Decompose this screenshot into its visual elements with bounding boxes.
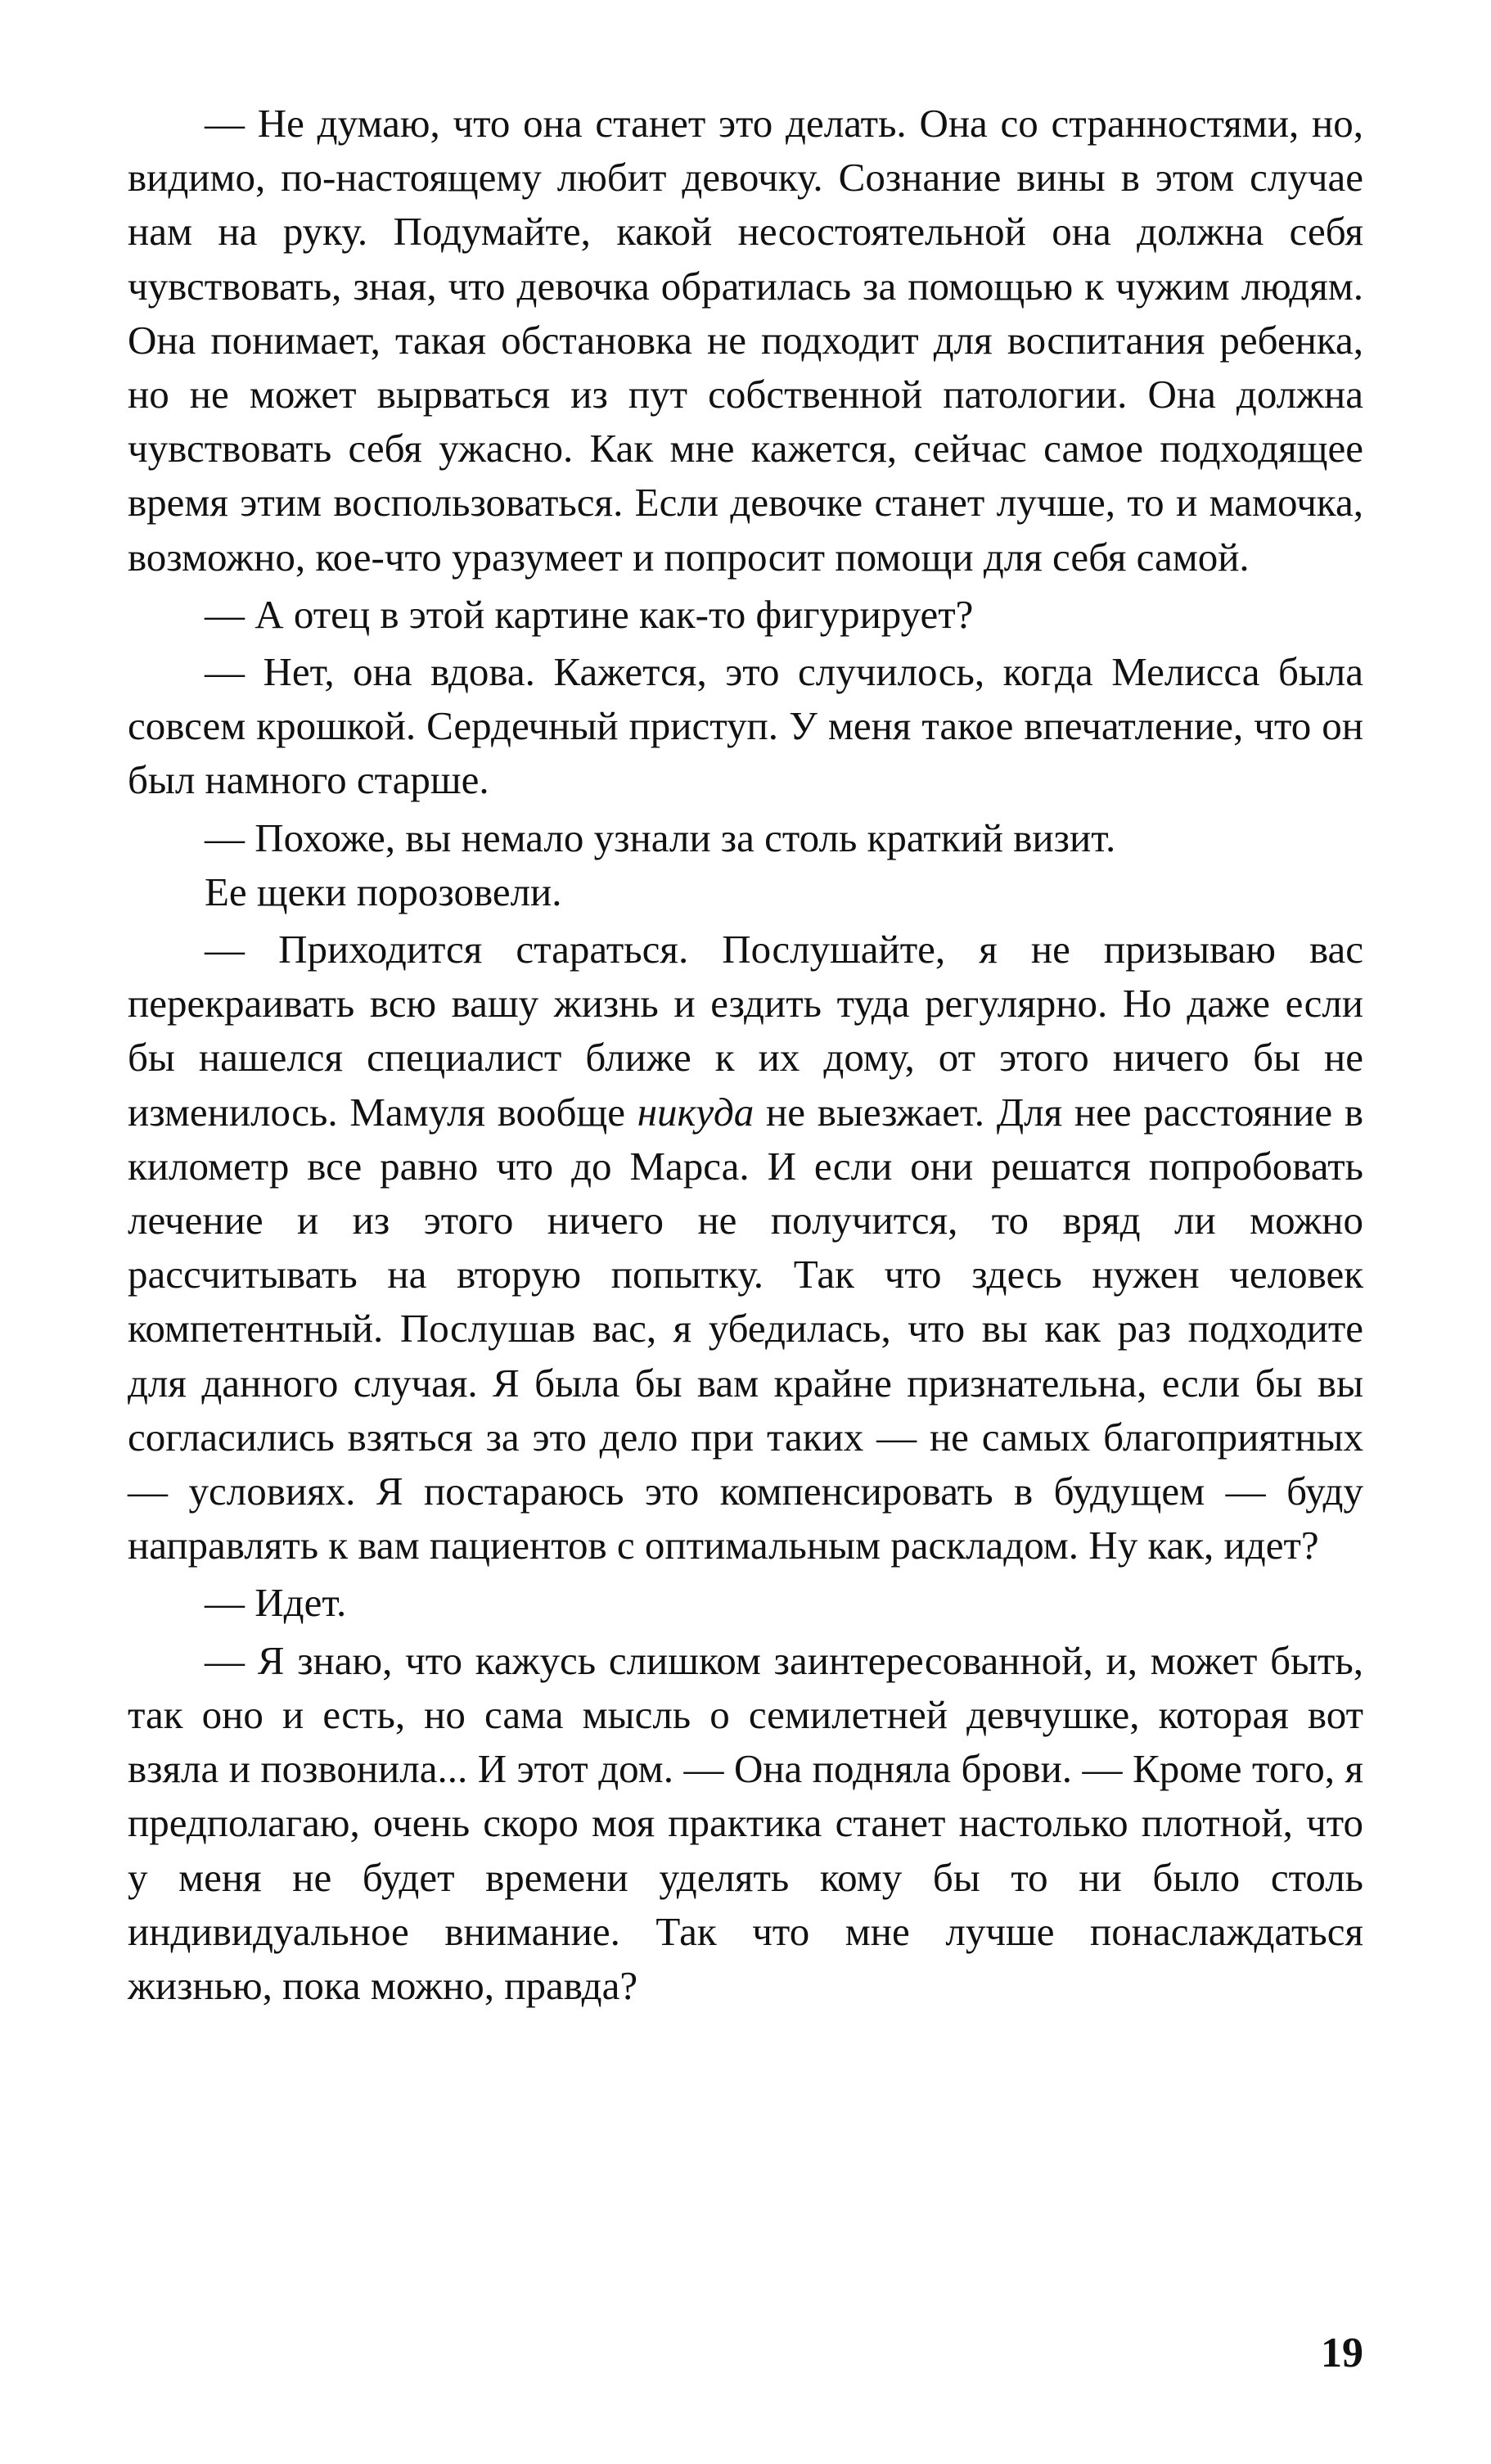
paragraph-3: — Нет, она вдова. Кажется, это случилось, когда Мелисса была совсем крошкой. Сердечный приступ. У меня такое впечатление, что он был намного старше.	[128, 649, 1363, 803]
paragraph-7: — Идет.	[205, 1580, 347, 1626]
page-number: 19	[1321, 2330, 1363, 2376]
paragraph-6-part-2: не выезжает. Для нее расстояние в километр все равно что до Марса. И если они решатся попробовать лечение и из этого ничего не получится, то вряд ли можно рассчитывать на вторую попытку. Так что здесь нужен человек компетентный. Послушав вас, я убедилась, что вы как раз подходите для данного случая. Я была бы вам крайне признательна, если бы вы согласились взяться за это дело при таких — не самых благоприятных — условиях. Я постараюсь это компенсировать в будущем — буду направлять к вам пациентов с оптимальным раскладом. Ну как, идет?	[128, 1089, 1363, 1568]
paragraph-2: — А отец в этой картине как-то фигурирует?	[205, 591, 974, 637]
paragraph-6	[128, 923, 1363, 1573]
book-page	[128, 97, 1363, 2389]
paragraph-4: — Похоже, вы немало узнали за столь краткий визит.	[205, 815, 1116, 860]
paragraph-6-part-1: — Приходится стараться. Послушайте, я не призываю вас перекраивать всю вашу жизнь и ездить туда регулярно. Но даже если бы нашелся специалист ближе к их дому, от этого ничего бы не изменилось. Мамуля вообще	[128, 927, 1363, 1135]
paragraph-1: — Не думаю, что она станет это делать. Она со странностями, но, видимо, по-настоящему любит девочку. Сознание вины в этом случае нам на руку. Подумайте, какой несостоятельной она должна себя чувствовать, зная, что девочка обратилась за помощью к чужим людям. Она понимает, такая обстановка не подходит для воспитания ребенка, но не может вырваться из пут собственной патологии. Она должна чувствовать себя ужасно. Как мне кажется, сейчас самое подходящее время этим воспользоваться. Если девочке станет лучше, то и мамочка, возможно, кое-что уразумеет и попросит помощи для себя самой.	[128, 101, 1363, 580]
paragraph-8: — Я знаю, что кажусь слишком заинтересованной, и, может быть, так оно и есть, но сама мысль о семилетней девчушке, которая вот взяла и позвонила... И этот дом. — Она подняла брови. — Кроме того, я предполагаю, очень скоро моя практика станет настолько плотной, что у меня не будет времени уделять кому бы то ни было столь индивидуальное внимание. Так что мне лучше понаслаждаться жизнью, пока можно, правда?	[128, 1637, 1363, 2008]
paragraph-5: Ее щеки порозовели.	[205, 869, 562, 914]
paragraph-6-emphasis: никуда	[637, 1089, 755, 1135]
